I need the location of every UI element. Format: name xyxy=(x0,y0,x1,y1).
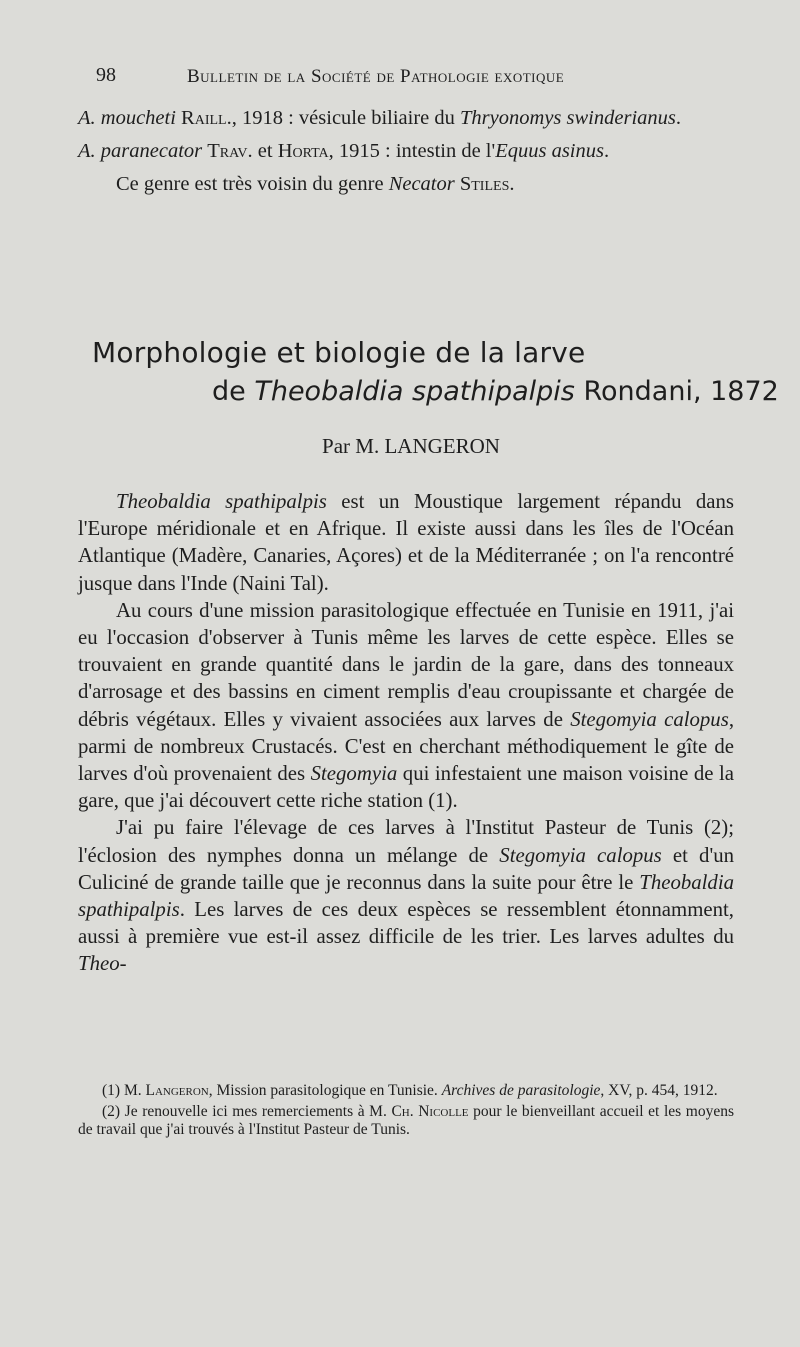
author: Stiles xyxy=(459,173,510,195)
article-body xyxy=(78,488,734,978)
article-title-line-2 xyxy=(212,376,779,407)
genus-name: Necator xyxy=(388,173,455,195)
paragraph-text: et d'un Culiciné de grande taille que je reconnus dans la suite pour être le xyxy=(78,843,734,894)
person-name: Ch. Nicolle xyxy=(391,1103,469,1120)
body-paragraph-2 xyxy=(78,597,734,815)
footnote-2 xyxy=(78,1103,734,1139)
body-paragraph-1 xyxy=(78,488,734,597)
entry-text: et xyxy=(252,140,278,162)
species-name: A. paranecator xyxy=(78,140,203,162)
author: Trav. xyxy=(207,140,253,162)
species-name: Theobaldia spathipalpis xyxy=(78,870,734,922)
footnote-text: (2) Je renouvelle ici mes remerciements à M. xyxy=(102,1103,392,1120)
species-name: Theobaldia spathipalpis xyxy=(116,490,327,513)
paragraph-text: . Les larves de ces deux espèces se ressemblent étonnamment, aussi à première vue est-il assez difficile de les trier. Les larves adultes du xyxy=(78,898,734,949)
species-name: Stegomyia xyxy=(310,762,398,786)
page-header xyxy=(96,64,738,94)
species-entry-paranecator xyxy=(78,138,734,165)
footnote-text: , XV, p. 454, 1912. xyxy=(600,1082,718,1099)
title-species: Theobaldia spathipalpis xyxy=(254,376,575,407)
species-name: Theo- xyxy=(78,952,127,976)
remark-end: . xyxy=(509,173,515,195)
species-entry-moucheti xyxy=(78,105,734,132)
journal-title: Archives de parasitologie xyxy=(441,1082,601,1099)
body-paragraph-3 xyxy=(78,814,734,977)
entry-end: . xyxy=(675,107,681,129)
author: Horta xyxy=(277,140,329,162)
paragraph-text: est un Moustique largement répandu dans l'Europe méridionale et en Afrique. Il existe aussi dans les îles de l'Océan Atlantique (Madère, Canaries, Açores) et de la Méditerranée ; on l'a rencontré jusque dans l'Inde (Naini Tal). xyxy=(78,490,734,595)
footnote-text: , Mission parasitologique en Tunisie. xyxy=(208,1082,442,1099)
host-name: Equus asinus xyxy=(495,140,604,162)
author: Langeron xyxy=(145,1082,209,1099)
paragraph-text: , parmi de nombreux Crustacés. C'est en cherchant méthodiquement le gîte de larves d'où provenaient des xyxy=(78,707,735,786)
entry-end: . xyxy=(603,140,610,162)
article-title-line-1: Morphologie et biologie de la larve xyxy=(92,336,586,369)
footnote-1 xyxy=(78,1082,734,1100)
species-name: Stegomyia calopus xyxy=(499,843,662,867)
preceding-article-end xyxy=(78,105,734,204)
entry-text: , 1915 : intestin de l' xyxy=(328,140,496,162)
remark-text: Ce genre est très voisin du genre xyxy=(116,173,389,195)
entry-text: , 1918 : vésicule biliaire du xyxy=(231,107,461,129)
title-suffix: Rondani, 1872 xyxy=(574,376,779,407)
page-number: 98 xyxy=(96,64,116,86)
author: Raill. xyxy=(181,107,232,129)
running-title: Bulletin de la Société de Pathologie exotique xyxy=(187,66,565,87)
footnote-text: pour le bienveillant accueil et les moyens de travail que j'ai trouvés à l'Institut Pasteur de Tunis. xyxy=(78,1103,735,1138)
genus-remark xyxy=(78,171,734,198)
host-name: Thryonomys swinderianus xyxy=(460,107,676,129)
author-byline: Par M. LANGERON xyxy=(322,434,500,458)
species-name: A. moucheti xyxy=(78,107,176,129)
paragraph-text: Au cours d'une mission parasitologique effectuée en Tunisie en 1911, j'ai eu l'occasion d'observer à Tunis même les larves de cette espèce. Elles se trouvaient en grande quantité dans le jardin de la gare, dans des tonneaux d'arrosage et des bassins en ciment remplis d'eau croupissante et chargée de débris végétaux. Elles y vivaient associées aux larves de xyxy=(78,598,734,731)
paragraph-text: qui infestaient une maison voisine de la gare, que j'ai découvert cette riche station (1). xyxy=(78,762,734,813)
footnotes xyxy=(78,1082,734,1142)
footnote-text: (1) M. xyxy=(102,1082,146,1099)
paragraph-text: J'ai pu faire l'élevage de ces larves à l'Institut Pasteur de Tunis (2); l'éclosion des nymphes donna un mélange de xyxy=(78,816,734,867)
title-prefix: de xyxy=(212,376,255,407)
species-name: Stegomyia calopus xyxy=(570,707,729,731)
